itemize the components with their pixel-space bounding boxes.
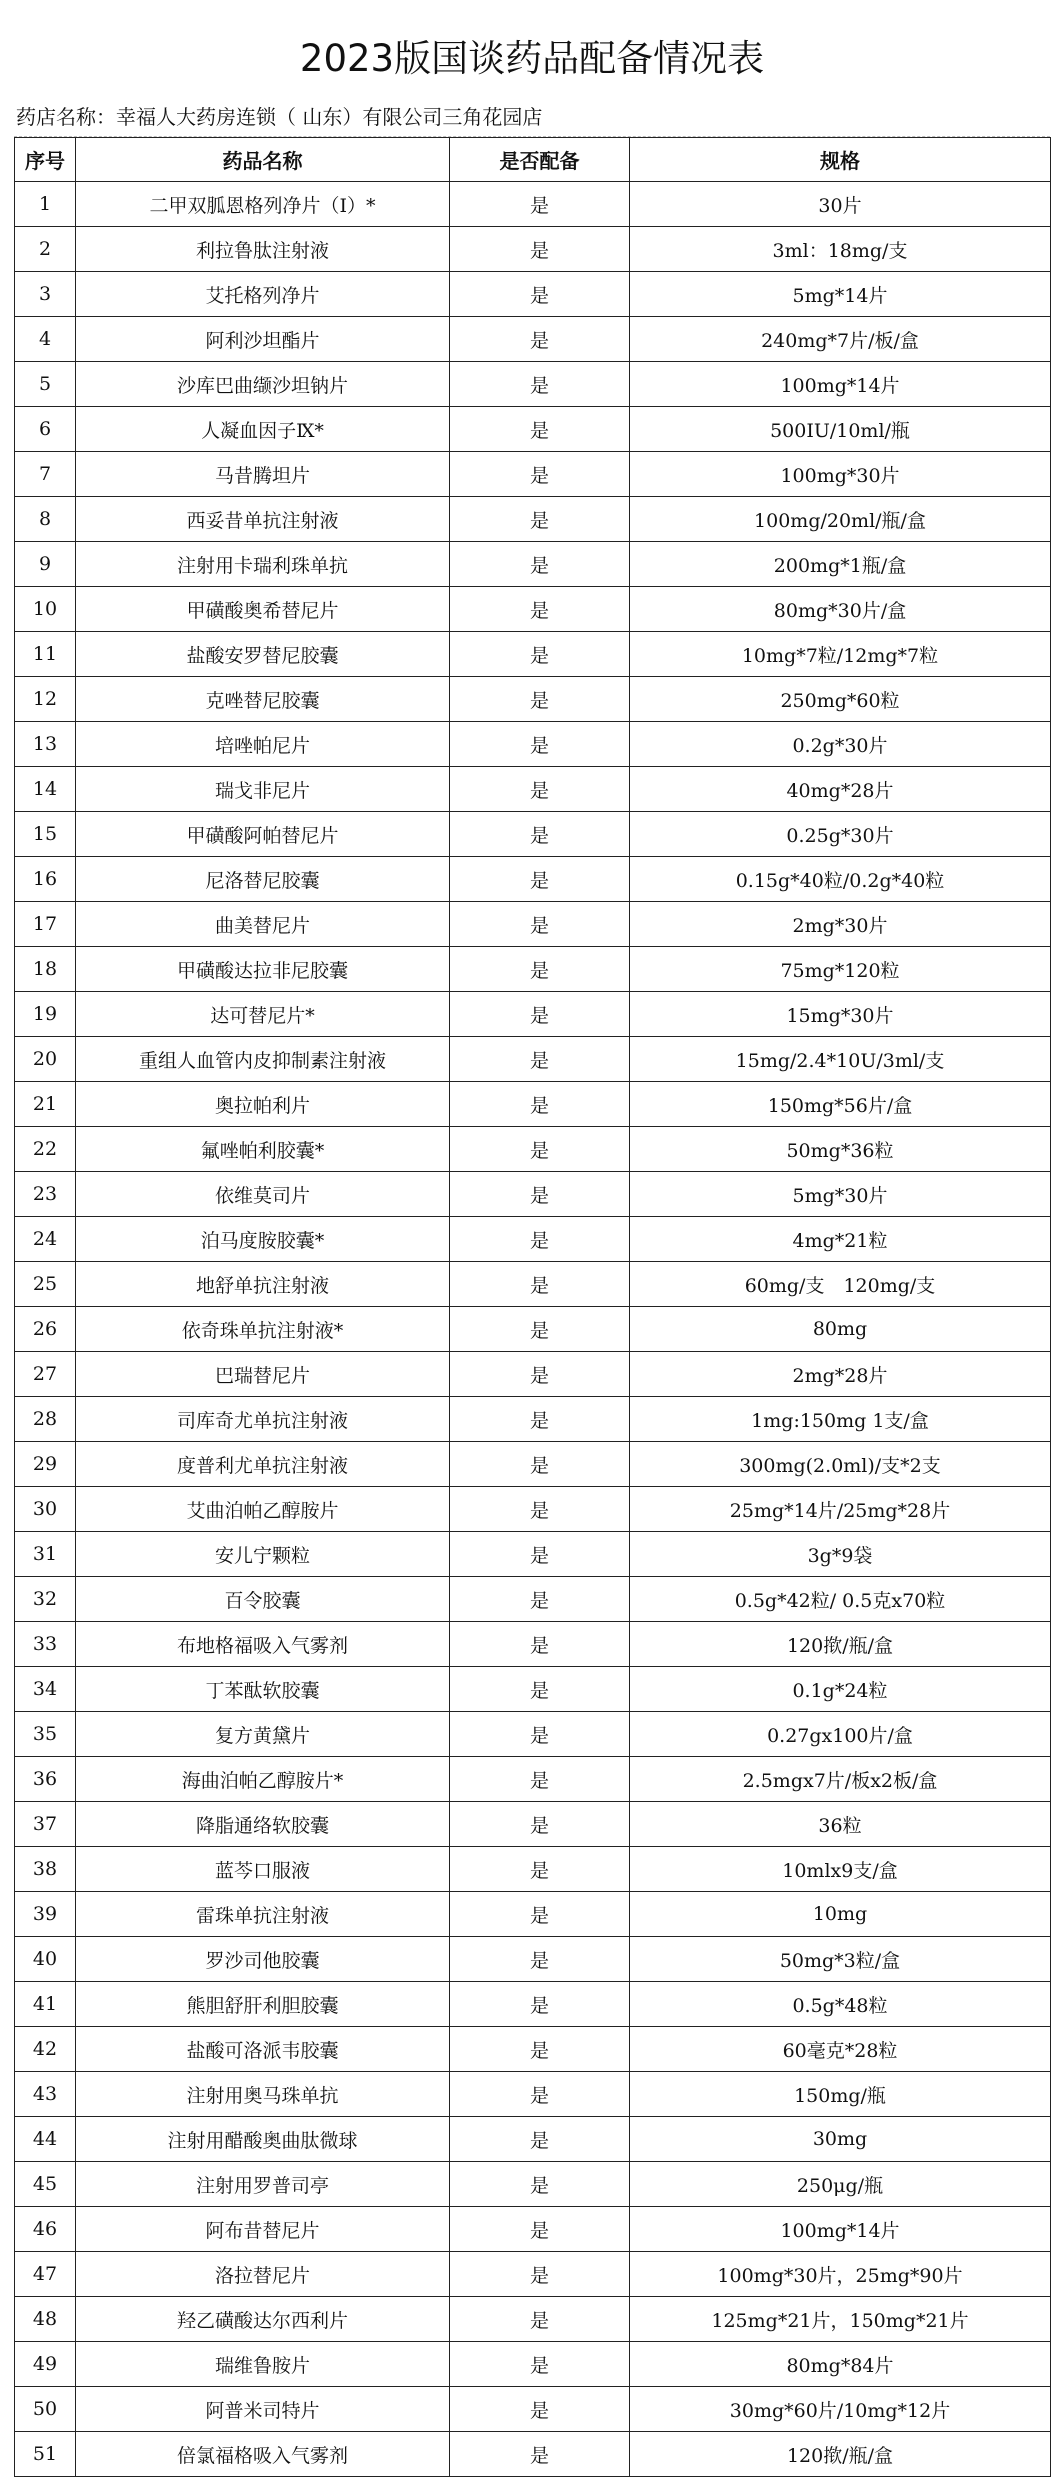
table-row <box>15 1757 1051 1802</box>
cell-equipped: 是 <box>450 2297 630 2342</box>
table-row <box>15 632 1051 677</box>
cell-equipped: 是 <box>450 587 630 632</box>
cell-spec: 1mg:150mg 1支/盒 <box>630 1397 1051 1442</box>
cell-equipped: 是 <box>450 452 630 497</box>
header-equipped: 是否配备 <box>450 138 630 182</box>
cell-equipped: 是 <box>450 1307 630 1352</box>
cell-drug-name: 氟唑帕利胶囊* <box>76 1127 450 1172</box>
cell-equipped: 是 <box>450 1397 630 1442</box>
cell-index: 48 <box>15 2297 76 2342</box>
cell-drug-name: 巴瑞替尼片 <box>76 1352 450 1397</box>
cell-drug-name: 阿布昔替尼片 <box>76 2207 450 2252</box>
cell-equipped: 是 <box>450 2432 630 2477</box>
cell-equipped: 是 <box>450 2387 630 2432</box>
cell-index: 16 <box>15 857 76 902</box>
cell-index: 6 <box>15 407 76 452</box>
cell-spec: 30mg <box>630 2117 1051 2162</box>
cell-drug-name: 雷珠单抗注射液 <box>76 1892 450 1937</box>
table-row <box>15 1937 1051 1982</box>
cell-spec: 30mg*60片/10mg*12片 <box>630 2387 1051 2432</box>
table-row <box>15 587 1051 632</box>
cell-drug-name: 布地格福吸入气雾剂 <box>76 1622 450 1667</box>
table-row <box>15 1082 1051 1127</box>
cell-spec: 100mg*14片 <box>630 2207 1051 2252</box>
cell-index: 45 <box>15 2162 76 2207</box>
cell-index: 4 <box>15 317 76 362</box>
table-row <box>15 2252 1051 2297</box>
cell-index: 5 <box>15 362 76 407</box>
cell-index: 38 <box>15 1847 76 1892</box>
cell-spec: 80mg <box>630 1307 1051 1352</box>
cell-drug-name: 沙库巴曲缬沙坦钠片 <box>76 362 450 407</box>
table-row <box>15 2432 1051 2477</box>
cell-spec: 100mg*14片 <box>630 362 1051 407</box>
table-row <box>15 1487 1051 1532</box>
cell-drug-name: 马昔腾坦片 <box>76 452 450 497</box>
cell-drug-name: 盐酸可洛派韦胶囊 <box>76 2027 450 2072</box>
table-row <box>15 1172 1051 1217</box>
table-row <box>15 227 1051 272</box>
spreadsheet <box>14 20 1050 2477</box>
cell-drug-name: 西妥昔单抗注射液 <box>76 497 450 542</box>
cell-spec: 10mg*7粒/12mg*7粒 <box>630 632 1051 677</box>
cell-spec: 100mg*30片，25mg*90片 <box>630 2252 1051 2297</box>
cell-drug-name: 度普利尤单抗注射液 <box>76 1442 450 1487</box>
cell-drug-name: 泊马度胺胶囊* <box>76 1217 450 1262</box>
cell-equipped: 是 <box>450 767 630 812</box>
cell-spec: 2mg*28片 <box>630 1352 1051 1397</box>
cell-drug-name: 倍氯福格吸入气雾剂 <box>76 2432 450 2477</box>
cell-drug-name: 复方黄黛片 <box>76 1712 450 1757</box>
cell-index: 49 <box>15 2342 76 2387</box>
cell-index: 33 <box>15 1622 76 1667</box>
table-row <box>15 317 1051 362</box>
cell-equipped: 是 <box>450 1937 630 1982</box>
table-row <box>15 2387 1051 2432</box>
cell-spec: 36粒 <box>630 1802 1051 1847</box>
cell-index: 14 <box>15 767 76 812</box>
table-row <box>15 2162 1051 2207</box>
table-row <box>15 1622 1051 1667</box>
cell-equipped: 是 <box>450 722 630 767</box>
cell-spec: 0.2g*30片 <box>630 722 1051 767</box>
table-row <box>15 857 1051 902</box>
table-row <box>15 182 1051 227</box>
cell-index: 42 <box>15 2027 76 2072</box>
cell-drug-name: 罗沙司他胶囊 <box>76 1937 450 1982</box>
cell-equipped: 是 <box>450 1577 630 1622</box>
cell-spec: 100mg/20ml/瓶/盒 <box>630 497 1051 542</box>
header-index: 序号 <box>15 138 76 182</box>
cell-index: 30 <box>15 1487 76 1532</box>
header-spec: 规格 <box>630 138 1051 182</box>
table-row <box>15 2027 1051 2072</box>
cell-spec: 0.1g*24粒 <box>630 1667 1051 1712</box>
cell-drug-name: 注射用卡瑞利珠单抗 <box>76 542 450 587</box>
table-row <box>15 452 1051 497</box>
cell-drug-name: 熊胆舒肝利胆胶囊 <box>76 1982 450 2027</box>
table-row <box>15 1802 1051 1847</box>
cell-index: 21 <box>15 1082 76 1127</box>
cell-drug-name: 海曲泊帕乙醇胺片* <box>76 1757 450 1802</box>
cell-index: 7 <box>15 452 76 497</box>
cell-index: 26 <box>15 1307 76 1352</box>
table-row <box>15 1397 1051 1442</box>
cell-index: 36 <box>15 1757 76 1802</box>
cell-equipped: 是 <box>450 1757 630 1802</box>
table-row <box>15 2117 1051 2162</box>
table-row <box>15 542 1051 587</box>
cell-index: 25 <box>15 1262 76 1307</box>
cell-drug-name: 羟乙磺酸达尔西利片 <box>76 2297 450 2342</box>
cell-index: 34 <box>15 1667 76 1712</box>
cell-index: 13 <box>15 722 76 767</box>
cell-spec: 240mg*7片/板/盒 <box>630 317 1051 362</box>
cell-equipped: 是 <box>450 2342 630 2387</box>
cell-spec: 4mg*21粒 <box>630 1217 1051 1262</box>
cell-spec: 3ml：18mg/支 <box>630 227 1051 272</box>
table-row <box>15 677 1051 722</box>
cell-drug-name: 百令胶囊 <box>76 1577 450 1622</box>
cell-index: 37 <box>15 1802 76 1847</box>
cell-equipped: 是 <box>450 2117 630 2162</box>
cell-spec: 50mg*3粒/盒 <box>630 1937 1051 1982</box>
table-row <box>15 1217 1051 1262</box>
table-row <box>15 1352 1051 1397</box>
cell-drug-name: 地舒单抗注射液 <box>76 1262 450 1307</box>
cell-drug-name: 尼洛替尼胶囊 <box>76 857 450 902</box>
cell-equipped: 是 <box>450 2207 630 2252</box>
cell-index: 32 <box>15 1577 76 1622</box>
cell-equipped: 是 <box>450 272 630 317</box>
cell-equipped: 是 <box>450 317 630 362</box>
cell-equipped: 是 <box>450 992 630 1037</box>
cell-index: 23 <box>15 1172 76 1217</box>
cell-index: 46 <box>15 2207 76 2252</box>
cell-drug-name: 瑞维鲁胺片 <box>76 2342 450 2387</box>
page-title: 2023版国谈药品配备情况表 <box>299 37 765 80</box>
cell-equipped: 是 <box>450 497 630 542</box>
cell-spec: 10mlx9支/盒 <box>630 1847 1051 1892</box>
cell-index: 8 <box>15 497 76 542</box>
cell-equipped: 是 <box>450 632 630 677</box>
cell-drug-name: 依维莫司片 <box>76 1172 450 1217</box>
cell-equipped: 是 <box>450 182 630 227</box>
cell-drug-name: 洛拉替尼片 <box>76 2252 450 2297</box>
cell-index: 35 <box>15 1712 76 1757</box>
cell-spec: 60mg/支 120mg/支 <box>630 1262 1051 1307</box>
table-row <box>15 1532 1051 1577</box>
cell-spec: 120揿/瓶/盒 <box>630 1622 1051 1667</box>
cell-drug-name: 甲磺酸阿帕替尼片 <box>76 812 450 857</box>
cell-equipped: 是 <box>450 1352 630 1397</box>
cell-index: 19 <box>15 992 76 1037</box>
cell-spec: 250mg*60粒 <box>630 677 1051 722</box>
cell-spec: 120揿/瓶/盒 <box>630 2432 1051 2477</box>
table-row <box>15 1307 1051 1352</box>
cell-equipped: 是 <box>450 1622 630 1667</box>
cell-spec: 250μg/瓶 <box>630 2162 1051 2207</box>
table-row <box>15 272 1051 317</box>
store-name-line: 药店名称：幸福人大药房连锁（ 山东）有限公司三角花园店 <box>14 98 1050 137</box>
cell-drug-name: 重组人血管内皮抑制素注射液 <box>76 1037 450 1082</box>
table-row <box>15 2207 1051 2252</box>
table-row <box>15 947 1051 992</box>
cell-index: 9 <box>15 542 76 587</box>
cell-equipped: 是 <box>450 227 630 272</box>
cell-equipped: 是 <box>450 1127 630 1172</box>
cell-drug-name: 司库奇尤单抗注射液 <box>76 1397 450 1442</box>
cell-equipped: 是 <box>450 1487 630 1532</box>
cell-spec: 150mg/瓶 <box>630 2072 1051 2117</box>
drug-table <box>14 137 1051 2477</box>
cell-equipped: 是 <box>450 542 630 587</box>
table-row <box>15 497 1051 542</box>
cell-equipped: 是 <box>450 362 630 407</box>
cell-drug-name: 艾托格列净片 <box>76 272 450 317</box>
table-row <box>15 722 1051 767</box>
cell-equipped: 是 <box>450 812 630 857</box>
table-row <box>15 1847 1051 1892</box>
table-row <box>15 1667 1051 1712</box>
cell-index: 11 <box>15 632 76 677</box>
cell-drug-name: 曲美替尼片 <box>76 902 450 947</box>
table-row <box>15 767 1051 812</box>
cell-index: 18 <box>15 947 76 992</box>
table-row <box>15 1262 1051 1307</box>
cell-spec: 0.15g*40粒/0.2g*40粒 <box>630 857 1051 902</box>
cell-equipped: 是 <box>450 1172 630 1217</box>
cell-drug-name: 人凝血因子Ⅸ* <box>76 407 450 452</box>
cell-drug-name: 培唑帕尼片 <box>76 722 450 767</box>
cell-spec: 25mg*14片/25mg*28片 <box>630 1487 1051 1532</box>
table-row <box>15 2297 1051 2342</box>
cell-drug-name: 甲磺酸奥希替尼片 <box>76 587 450 632</box>
table-row <box>15 1037 1051 1082</box>
cell-index: 24 <box>15 1217 76 1262</box>
cell-index: 50 <box>15 2387 76 2432</box>
cell-drug-name: 克唑替尼胶囊 <box>76 677 450 722</box>
cell-equipped: 是 <box>450 2252 630 2297</box>
table-row <box>15 1577 1051 1622</box>
cell-index: 28 <box>15 1397 76 1442</box>
table-row <box>15 1892 1051 1937</box>
cell-spec: 125mg*21片，150mg*21片 <box>630 2297 1051 2342</box>
table-row <box>15 2342 1051 2387</box>
header-row <box>15 138 1051 182</box>
cell-equipped: 是 <box>450 857 630 902</box>
cell-equipped: 是 <box>450 1667 630 1712</box>
cell-spec: 5mg*30片 <box>630 1172 1051 1217</box>
cell-index: 51 <box>15 2432 76 2477</box>
cell-equipped: 是 <box>450 1982 630 2027</box>
cell-spec: 50mg*36粒 <box>630 1127 1051 1172</box>
cell-equipped: 是 <box>450 1802 630 1847</box>
cell-index: 40 <box>15 1937 76 1982</box>
cell-drug-name: 二甲双胍恩格列净片（Ⅰ）* <box>76 182 450 227</box>
cell-equipped: 是 <box>450 1847 630 1892</box>
table-row <box>15 1982 1051 2027</box>
cell-index: 2 <box>15 227 76 272</box>
cell-drug-name: 依奇珠单抗注射液* <box>76 1307 450 1352</box>
cell-drug-name: 利拉鲁肽注射液 <box>76 227 450 272</box>
cell-spec: 15mg/2.4*10U/3ml/支 <box>630 1037 1051 1082</box>
cell-equipped: 是 <box>450 1262 630 1307</box>
table-row <box>15 812 1051 857</box>
cell-drug-name: 甲磺酸达拉非尼胶囊 <box>76 947 450 992</box>
cell-drug-name: 达可替尼片* <box>76 992 450 1037</box>
cell-index: 41 <box>15 1982 76 2027</box>
cell-index: 44 <box>15 2117 76 2162</box>
cell-drug-name: 阿普米司特片 <box>76 2387 450 2432</box>
cell-drug-name: 蓝芩口服液 <box>76 1847 450 1892</box>
cell-index: 10 <box>15 587 76 632</box>
cell-index: 1 <box>15 182 76 227</box>
cell-equipped: 是 <box>450 1217 630 1262</box>
cell-spec: 80mg*30片/盒 <box>630 587 1051 632</box>
cell-drug-name: 注射用罗普司亭 <box>76 2162 450 2207</box>
cell-equipped: 是 <box>450 1892 630 1937</box>
cell-index: 39 <box>15 1892 76 1937</box>
cell-equipped: 是 <box>450 2162 630 2207</box>
cell-spec: 30片 <box>630 182 1051 227</box>
cell-spec: 300mg(2.0ml)/支*2支 <box>630 1442 1051 1487</box>
cell-index: 3 <box>15 272 76 317</box>
table-row <box>15 992 1051 1037</box>
table-row <box>15 407 1051 452</box>
table-row <box>15 2072 1051 2117</box>
cell-spec: 80mg*84片 <box>630 2342 1051 2387</box>
cell-equipped: 是 <box>450 1712 630 1757</box>
cell-index: 31 <box>15 1532 76 1577</box>
cell-spec: 2mg*30片 <box>630 902 1051 947</box>
header-drug-name: 药品名称 <box>76 138 450 182</box>
table-row <box>15 902 1051 947</box>
cell-index: 22 <box>15 1127 76 1172</box>
cell-equipped: 是 <box>450 2072 630 2117</box>
cell-spec: 0.5g*48粒 <box>630 1982 1051 2027</box>
cell-index: 29 <box>15 1442 76 1487</box>
cell-equipped: 是 <box>450 1037 630 1082</box>
cell-spec: 200mg*1瓶/盒 <box>630 542 1051 587</box>
cell-spec: 5mg*14片 <box>630 272 1051 317</box>
cell-equipped: 是 <box>450 1532 630 1577</box>
cell-drug-name: 安儿宁颗粒 <box>76 1532 450 1577</box>
cell-index: 15 <box>15 812 76 857</box>
cell-spec: 10mg <box>630 1892 1051 1937</box>
cell-index: 12 <box>15 677 76 722</box>
cell-spec: 0.25g*30片 <box>630 812 1051 857</box>
cell-drug-name: 阿利沙坦酯片 <box>76 317 450 362</box>
cell-spec: 15mg*30片 <box>630 992 1051 1037</box>
cell-drug-name: 丁苯酞软胶囊 <box>76 1667 450 1712</box>
cell-drug-name: 盐酸安罗替尼胶囊 <box>76 632 450 677</box>
table-row <box>15 1127 1051 1172</box>
cell-spec: 0.5g*42粒/ 0.5克x70粒 <box>630 1577 1051 1622</box>
cell-drug-name: 注射用奥马珠单抗 <box>76 2072 450 2117</box>
cell-index: 27 <box>15 1352 76 1397</box>
cell-index: 17 <box>15 902 76 947</box>
cell-spec: 75mg*120粒 <box>630 947 1051 992</box>
cell-drug-name: 降脂通络软胶囊 <box>76 1802 450 1847</box>
table-row <box>15 362 1051 407</box>
cell-spec: 60毫克*28粒 <box>630 2027 1051 2072</box>
cell-spec: 40mg*28片 <box>630 767 1051 812</box>
cell-drug-name: 瑞戈非尼片 <box>76 767 450 812</box>
cell-drug-name: 奥拉帕利片 <box>76 1082 450 1127</box>
cell-drug-name: 注射用醋酸奥曲肽微球 <box>76 2117 450 2162</box>
cell-equipped: 是 <box>450 677 630 722</box>
cell-spec: 2.5mgx7片/板x2板/盒 <box>630 1757 1051 1802</box>
cell-index: 47 <box>15 2252 76 2297</box>
cell-spec: 150mg*56片/盒 <box>630 1082 1051 1127</box>
cell-equipped: 是 <box>450 1442 630 1487</box>
cell-index: 43 <box>15 2072 76 2117</box>
table-row <box>15 1442 1051 1487</box>
cell-spec: 0.27gx100片/盒 <box>630 1712 1051 1757</box>
cell-spec: 100mg*30片 <box>630 452 1051 497</box>
cell-drug-name: 艾曲泊帕乙醇胺片 <box>76 1487 450 1532</box>
cell-equipped: 是 <box>450 407 630 452</box>
cell-equipped: 是 <box>450 2027 630 2072</box>
cell-equipped: 是 <box>450 902 630 947</box>
cell-spec: 3g*9袋 <box>630 1532 1051 1577</box>
cell-equipped: 是 <box>450 1082 630 1127</box>
cell-index: 20 <box>15 1037 76 1082</box>
table-row <box>15 1712 1051 1757</box>
cell-equipped: 是 <box>450 947 630 992</box>
cell-spec: 500IU/10ml/瓶 <box>630 407 1051 452</box>
